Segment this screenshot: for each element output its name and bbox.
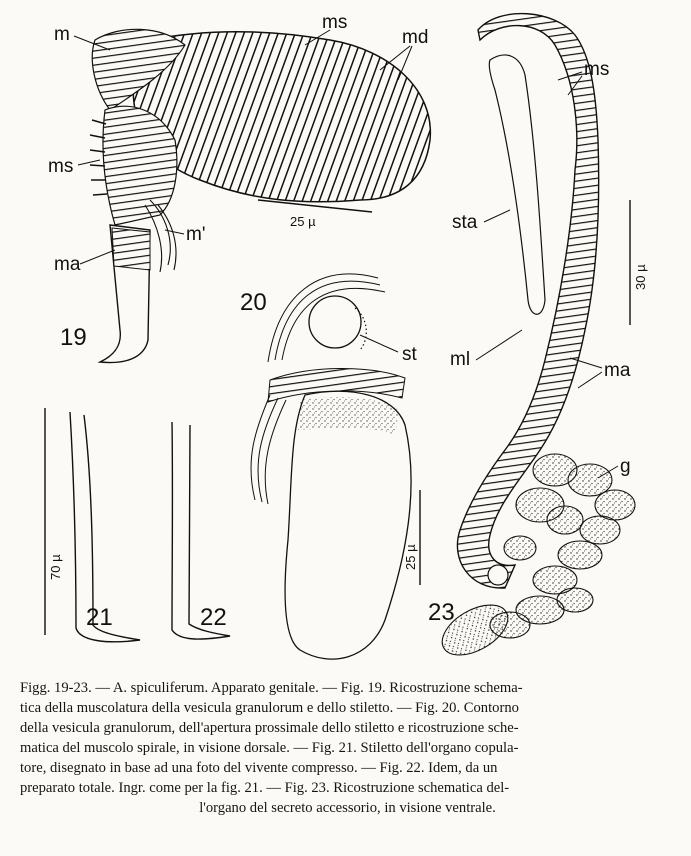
fig19-label-m: m [54,24,70,45]
caption-line-4: matica del muscolo spirale, in visione dorsale. — Fig. 21. Stiletto dell'organo copula- [20,740,519,756]
fig23-label-g: g [620,456,631,477]
fig20-scale-label: 25 µ [403,544,418,570]
fig21-number: 21 [86,604,113,631]
fig20-label-st: st [402,344,417,365]
fig19-label-md: md [402,27,429,48]
fig21-22-scale-label: 70 µ [48,554,63,580]
fig19-muscle-ma [112,228,150,270]
fig23-label-ml: ml [450,349,471,370]
fig19-number: 19 [60,324,87,351]
caption-last-line: l'organo del secreto accessorio, in visione ventrale. [199,800,496,816]
fig23-label-sta: sta [452,212,478,233]
caption-line-3: della vesicula granulorum, dell'apertura prossimale dello stiletto e ricostruzione sche- [20,720,519,736]
figure-20 [240,274,420,659]
fig23-stylet-sta [489,55,545,314]
fig19-label-ma: ma [54,254,81,275]
caption-line-5: tore, disegnato in base ad una foto del vivente compresso. — Fig. 22. Idem, da un [20,760,498,776]
fig23-label-ms: ms [584,59,610,80]
fig19-scale-label: 25 µ [290,214,316,229]
fig23-label-ma: ma [604,360,631,381]
fig19-vesicle-body [133,32,430,202]
caption-line-2: tica della muscolatura della vesicula granulorum e dello stiletto. — Fig. 20. Contorno [20,700,519,716]
fig22-number: 22 [200,604,227,631]
figure-21-22 [45,408,230,642]
caption-line-6: preparato totale. Ingr. come per la fig. 21. — Fig. 23. Ricostruzione schematica del- [20,780,510,796]
fig19-label-m-prime: m' [186,224,206,245]
fig23-scale-label: 30 µ [633,264,648,290]
fig23-number: 23 [428,599,455,626]
caption-line-1: Figg. 19-23. — A. spiculiferum. Apparato genitale. — Fig. 19. Ricostruzione schema- [20,680,523,696]
fig19-label-ms-top: ms [322,12,348,33]
figure-23 [428,14,648,660]
fig20-stylet-aperture [309,296,361,348]
fig19-label-ms: ms [48,156,74,177]
fig20-number: 20 [240,289,267,316]
figure-caption [20,678,675,818]
